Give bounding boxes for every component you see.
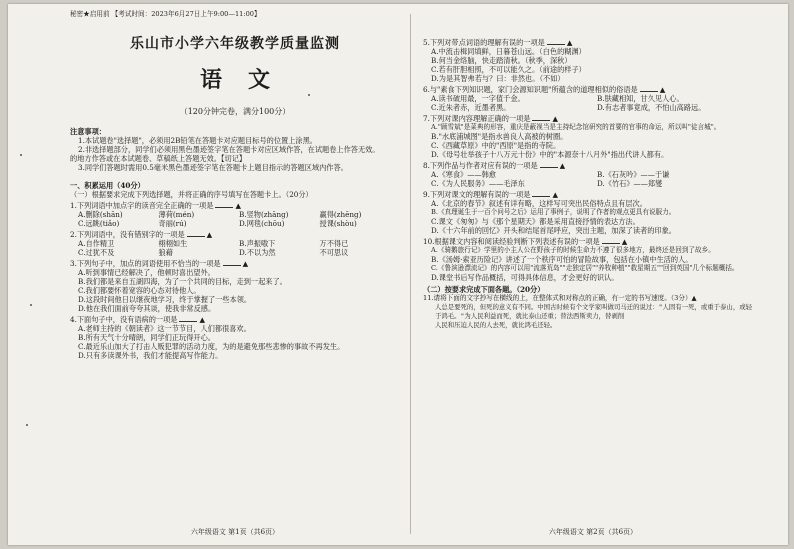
option: C.过犹不及 [78, 248, 115, 257]
option: B.声振嗷下 [239, 239, 276, 248]
option: A.《寒食》——韩愈 [431, 170, 496, 179]
exam-title: 乐山市小学六年级教学质量监测 [130, 36, 340, 52]
option: 万不得已 [319, 239, 349, 248]
option: B.肤藏相知，甘久见人心。 [597, 94, 684, 103]
question-5 [423, 38, 763, 47]
score-note: （120分钟完卷，满分100分） [179, 107, 291, 116]
option: 奇丽(rú) [158, 219, 187, 228]
option-row [70, 239, 400, 248]
option: B.《真理诞生于一百个问号之后》运用了事例子，说明了作者的观点更具有说服力。 [431, 208, 676, 216]
answer-mark: ▲ [559, 161, 566, 170]
question-6 [423, 85, 763, 94]
question-text: 3.下列句子中，加点的词语使用不恰当的一项是 [70, 259, 221, 268]
note-item: 2.非选择题部分，同学们必须用黑色墨迹签字笔在答题卡对应区域作答，在试题卷上作答无效。 [78, 145, 380, 154]
answer-blank [223, 265, 241, 266]
answer-mark: ▲ [199, 315, 206, 324]
option: C.《西藏草原》中的"西原"是指的寺院。 [431, 141, 561, 150]
option: A.《北京的春节》叙述有详有略，这样写可突出民俗特点且有层次。 [431, 199, 647, 208]
answer-mark: ▲ [552, 114, 559, 123]
answer-blank [547, 44, 565, 45]
option: D.有志者事竟成，不怕山高路远。 [597, 103, 706, 112]
question-text: 2.下列词语中，没有错别字的一项是 [70, 230, 185, 239]
option-row [70, 210, 400, 219]
page-fold [410, 14, 411, 534]
copy-passage: 人民和压迫人民的人去死，就比鸿毛还轻。 [435, 321, 557, 329]
option: A.中流击楫同填鲜，日暮苍山远。（白色的糊渊） [431, 47, 586, 56]
option: A.老师主持的《朝读者》这一节节目，人们都很喜欢。 [78, 324, 251, 333]
option: B.所有天气十分晴朗，同学们正玩得开心。 [78, 333, 215, 342]
option: C.若有肝胆相照，不可以能久之。（前途的样子） [431, 65, 586, 74]
option: C.近朱者赤，近墨者黑。 [431, 103, 511, 112]
option: A.读书破用最，一字值千金。 [431, 94, 525, 103]
option: 栩栩如生 [158, 239, 188, 248]
part-intro: （二）按要求完成下面各题。（20分） [423, 285, 545, 294]
option-row [423, 94, 763, 103]
option: A.删除(shān) [78, 210, 123, 219]
question-text: 1.下列词语中加点字的读音完全正确的一项是 [70, 201, 214, 210]
question-text: 10.根据课文内容和阅读经验判断下列表述有误的一项是 [423, 237, 600, 246]
notes-title: 注意事项： [70, 127, 106, 136]
answer-blank [187, 236, 205, 237]
option: 授课(shòu) [319, 219, 357, 228]
question-text: 11.请将下面的文字抄写在横线的上，在整体式和对称点的正确，有一定的书写速度。（3分） [423, 294, 692, 302]
note-item: 1.本试题卷"选择题"，必须用2B铅笔在答题卡对应题目标号的位置上涂黑。 [78, 136, 317, 145]
answer-mark: ▲ [242, 259, 249, 268]
option: A.听到事情已经解决了，他顿时喜出望外。 [78, 268, 215, 277]
answer-blank [215, 207, 233, 208]
option: C.最近乐山加大了打击人贩犯罪的活动力度，为的是避免那些悲惨的事故不再发生。 [78, 342, 345, 351]
answer-mark: ▲ [206, 230, 213, 239]
option: C.远眺(tiǎo) [78, 219, 120, 228]
copy-passage: 人总是要死的，但死的意义有不同。中国古时候有个文学家叫做司马迁的说过："人固有一死，或重于泰山，或轻于鸿毛。"为人民利益而死，就比泰山还重；替法西斯卖力，替剥削 [435, 303, 752, 320]
part-intro: （一）根据要求完成下列选择题，并将正确的序号填写在答题卡上。（20分） [70, 190, 313, 199]
option: C.课文《匆匆》与《那个星期天》都是采用直接抒情的表达方法。 [431, 217, 640, 226]
option-row [423, 103, 763, 112]
question-4 [70, 315, 400, 324]
option: D.课堂书后写作品概括，可得具体信息，才会更好的识认。 [431, 273, 619, 282]
question-text: 5.下列对带点词语的理解有误的一项是 [423, 38, 545, 47]
option: C.《为人民服务》——毛泽东 [431, 179, 525, 188]
page-2 [423, 4, 763, 545]
option-row [423, 179, 763, 188]
scan-speck [20, 154, 22, 156]
page-footer: 六年级语文 第1页（共6页） [190, 528, 280, 536]
option: D.只有多读课外书，我们才能提高写作能力。 [78, 351, 223, 360]
question-10 [423, 237, 763, 246]
question-text: 6.与"素食下列知识题，家门会源知识题"所蕴含的道理相似的俗语是 [423, 85, 638, 94]
option: D.为是其智弗若与？曰：非然也。（不如） [431, 74, 565, 83]
notes-block [70, 127, 400, 172]
option: 赢得(zhēng) [319, 210, 362, 219]
answer-blank [179, 321, 197, 322]
option: B."水底浦城图"是指水兽良人高被的树圈。 [431, 132, 568, 141]
option: A.《骑鹅旅行记》学里的小主人公在野孩子的时候生命力不遵了很多地方，最终还是回到了故乡。 [431, 246, 715, 254]
question-text: 4.下面句子中，没有语病的一项是 [70, 315, 178, 324]
option: B.《石灰吟》——于谦 [597, 170, 670, 179]
option: B.我们都是来自五湖四海，为了一个共同的目标，走到一起来了。 [78, 277, 287, 286]
section-heading: 一、积累运用（40分） [70, 181, 145, 190]
option: D.他在我们面前夸夸其谈，使我非常反感。 [78, 304, 216, 313]
option-row [423, 170, 763, 179]
exam-header: 秘密★启用前 【考试时间：2023年6月27日上午9:00—11:00】 [70, 10, 261, 18]
answer-mark: ▲ [621, 237, 628, 246]
answer-blank [602, 243, 620, 244]
option: D.这段时间他日以继夜地学习，终于掌握了一些本领。 [78, 295, 252, 304]
scan-speck [30, 304, 32, 306]
answer-mark: ▲ [691, 294, 697, 302]
question-8 [423, 161, 763, 170]
answer-mark: ▲ [552, 190, 559, 199]
option: 薄荷(mén) [158, 210, 195, 219]
option: D.不以为然 [239, 248, 276, 257]
section-1 [70, 181, 400, 360]
option-row [70, 248, 400, 257]
answer-mark: ▲ [566, 38, 573, 47]
answer-blank [540, 167, 558, 168]
question-3 [70, 259, 400, 268]
answer-blank [640, 91, 658, 92]
option: 狼藉 [158, 248, 173, 257]
option: D.《十六年前的回忆》开头和结尾首尾呼应，突出主题，加深了读者的印象。 [431, 226, 676, 235]
question-1 [70, 201, 400, 210]
answer-mark: ▲ [235, 201, 241, 210]
option: A."顾雪斌"是菜典的形容，重庆是蔽视当是主持纪念馆研究的首要的官事的命运，所以叫"徒言城"。 [431, 123, 721, 131]
option: D.网毯(chōu) [239, 219, 285, 228]
option: 不可思议 [319, 248, 349, 257]
question-9 [423, 190, 763, 199]
option: C.《鲁滨逊漂流记》的内容可以用"流落荒岛""走独定居""养牧种植""救星期五""回到英国"几个标题概括。 [431, 264, 739, 272]
page-1 [70, 4, 400, 545]
question-text: 8.下列作品与作者对应有误的一项是 [423, 161, 538, 170]
question-text: 9.下列对课文的理解有误的一项是 [423, 190, 531, 199]
option-row [70, 219, 400, 228]
option: D.《母号壮举孩子十八万元十份》中的"本源奈十八月外"指出代讲人都有。 [431, 150, 669, 159]
option: B.竖物(zhāng) [239, 210, 289, 219]
page-footer: 六年级语文 第2页（共6页） [548, 528, 638, 536]
option: C.我们都要怀着宽容的心态对待他人。 [78, 286, 201, 295]
note-item: 3.同学们答题时需用0.5毫米黑色墨迹签字笔在答题卡上题目指示的答题区域内作答。 [78, 163, 348, 172]
note-item: 的地方作答或在本试题卷、草稿纸上答题无效。【切记】 [70, 154, 247, 163]
answer-blank [532, 120, 550, 121]
option: B.《汤姆·索亚历险记》讲述了一个秩序可怕的冒险故事，包括在小镇中生活的人。 [431, 255, 693, 264]
answer-blank [532, 196, 550, 197]
answer-mark: ▲ [659, 85, 666, 94]
option: D.《竹石》——郑燮 [597, 179, 663, 188]
question-7 [423, 114, 763, 123]
option: B.何当金络脑，快走踏清秋。（秋季，深秋） [431, 56, 572, 65]
exam-sheet [8, 4, 788, 545]
question-11 [423, 294, 763, 303]
scan-speck [26, 424, 28, 426]
option: A.自作精卫 [78, 239, 115, 248]
question-2 [70, 230, 400, 239]
subject-title: 语文 [199, 67, 296, 93]
question-text: 7.下列对课内容理解正确的一项是 [423, 114, 531, 123]
